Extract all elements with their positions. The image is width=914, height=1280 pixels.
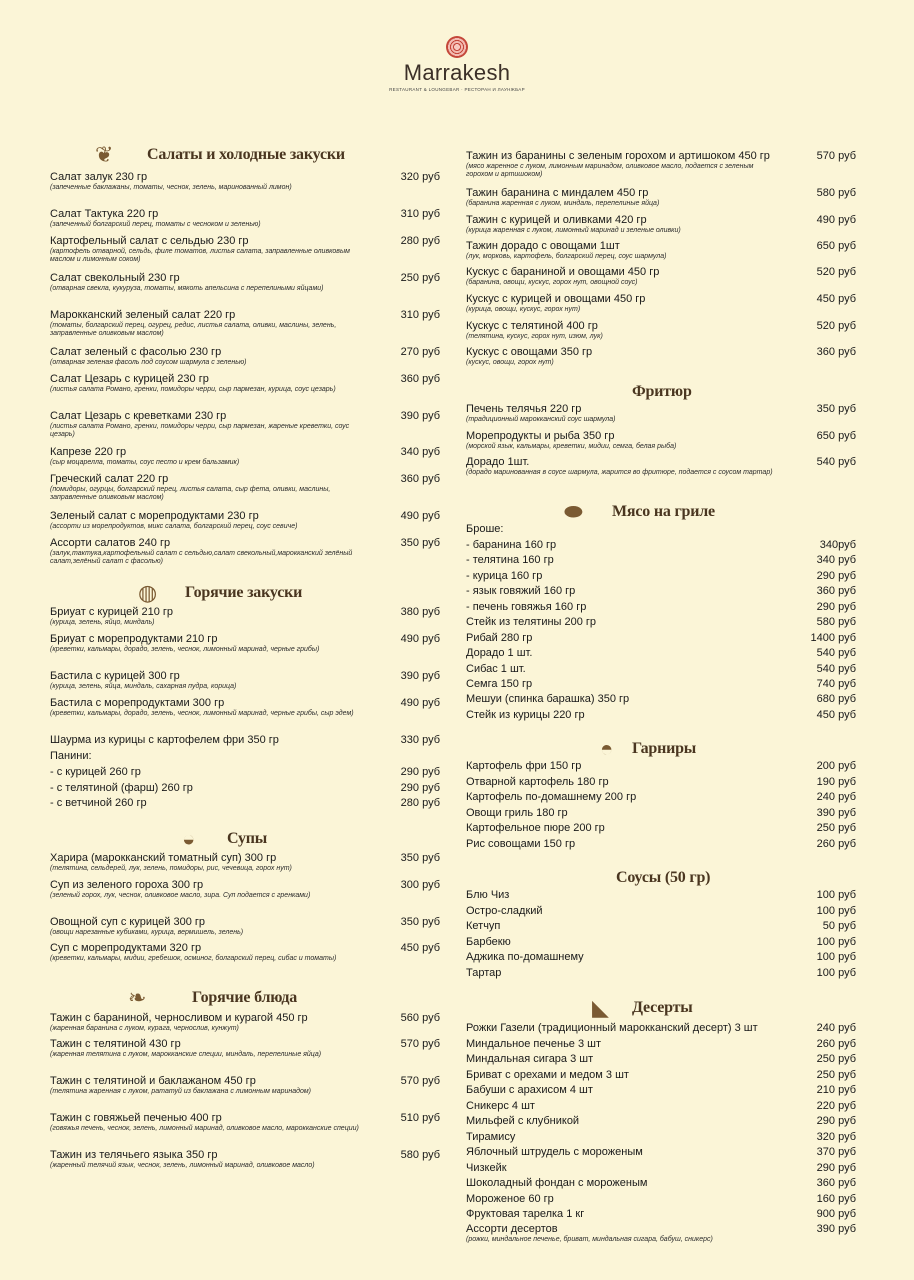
item-price: 240 руб — [816, 1022, 856, 1034]
menu-item — [50, 606, 440, 627]
item-name: Стейк из курицы 220 гр — [466, 709, 585, 721]
section-hot-snacks — [50, 578, 440, 608]
item-name: Бриват с орехами и медом 3 шт — [466, 1069, 629, 1081]
menu-item — [50, 670, 440, 691]
broche-label: Броше: — [466, 523, 504, 535]
menu-item — [466, 807, 856, 820]
section-title: Салаты и холодные закуски — [147, 146, 345, 163]
item-name: Шаурма из курицы с картофелем фри 350 гр — [50, 734, 279, 746]
section-salads — [50, 140, 440, 170]
item-name: Аджика по-домашнему — [466, 951, 584, 963]
item-name: Салат Цезарь с креветками 230 гр — [50, 410, 227, 422]
menu-item — [466, 1069, 856, 1082]
menu-item — [466, 889, 856, 902]
item-price: 570 руб — [400, 1038, 440, 1050]
item-description: (жаренная телятина с луком, марокканские специи, миндаль, перепелиные яйца) — [50, 1051, 322, 1058]
item-name: Бастила с морепродуктами 300 гр — [50, 697, 225, 709]
menu-item — [50, 473, 440, 503]
menu-item — [50, 697, 440, 718]
menu-item — [466, 1053, 856, 1066]
item-name: - курица 160 гр — [466, 570, 543, 582]
cloche-icon: ◓ — [600, 736, 614, 761]
menu-item — [50, 766, 440, 779]
item-price: 450 руб — [816, 709, 856, 721]
item-name: Шоколадный фондан с мороженым — [466, 1177, 648, 1189]
menu-item — [466, 214, 856, 235]
item-price: 650 руб — [816, 240, 856, 252]
item-description: (помидоры, огурцы, болгарский перец, листья салата, сыр фета, оливки, маслины, заправленные оливковым маслом) — [50, 486, 331, 502]
item-price: 100 руб — [816, 905, 856, 917]
item-price: 680 руб — [816, 693, 856, 705]
item-price: 280 руб — [400, 797, 440, 809]
item-name: Мешуи (спинка барашка) 350 гр — [466, 693, 630, 705]
item-description: (запеченные баклажаны, томаты, чеснок, зелень, маринованный лимон) — [50, 184, 292, 191]
item-name: Салат залук 230 гр — [50, 171, 148, 183]
item-price: 490 руб — [400, 697, 440, 709]
menu-item — [50, 410, 440, 440]
item-description: (курица жаренная с луком, лимонный маринад и зеленые оливки) — [466, 227, 681, 234]
item-name: Тажин дорадо с овощами 1шт — [466, 240, 620, 252]
item-price: 250 руб — [816, 822, 856, 834]
item-description: (ассорти из морепродуктов, микс салата, болгарский перец, соус севиче) — [50, 523, 298, 530]
menu-item — [466, 187, 856, 208]
menu-item — [466, 320, 856, 341]
menu-item — [466, 693, 856, 706]
item-price: 290 руб — [400, 766, 440, 778]
menu-item — [466, 838, 856, 851]
section-title: Горячие закуски — [185, 584, 303, 601]
item-name: Зеленый салат с морепродуктами 230 гр — [50, 510, 259, 522]
item-description: (сыр моцарелла, томаты, соус песто и крем бальзамик) — [50, 459, 240, 466]
item-description: (телятина жаренная с луком, рататуй из баклажана с лимонным маринадом) — [50, 1088, 312, 1095]
menu-item — [50, 1012, 440, 1033]
menu-item — [466, 403, 856, 424]
menu-item — [466, 150, 856, 180]
restaurant-subtitle: RESTAURANT & LOUNGEBAR · РЕСТОРАН И ЛАУНЖБАР — [389, 87, 525, 92]
item-price: 290 руб — [816, 1115, 856, 1127]
item-price: 50 руб — [822, 920, 856, 932]
item-name: Дорадо 1шт. — [466, 456, 530, 468]
item-name: Стейк из телятины 200 гр — [466, 616, 597, 628]
item-price: 350 руб — [400, 537, 440, 549]
item-name: Картофельное пюре 200 гр — [466, 822, 605, 834]
menu-item — [466, 663, 856, 676]
item-name: Тажин с курицей и оливками 420 гр — [466, 214, 647, 226]
item-price: 450 руб — [400, 942, 440, 954]
item-description: (жаренный телячий язык, чеснок, зелень, лимонный маринад, оливковое масло) — [50, 1162, 315, 1169]
item-name: Харира (марокканский томатный суп) 300 гр — [50, 852, 277, 864]
menu-item — [466, 1115, 856, 1128]
menu-item — [466, 240, 856, 261]
item-price: 290 руб — [816, 601, 856, 613]
item-name: Картофель по-домашнему 200 гр — [466, 791, 637, 803]
item-price: 490 руб — [400, 633, 440, 645]
item-name: - с телятиной (фарш) 260 гр — [50, 782, 193, 794]
item-price: 380 руб — [400, 606, 440, 618]
menu-item — [466, 905, 856, 918]
item-price: 520 руб — [816, 320, 856, 332]
section-title: Супы — [227, 830, 268, 847]
item-price: 100 руб — [816, 936, 856, 948]
panini-label: Панини: — [50, 750, 92, 762]
section-title: Фритюр — [632, 383, 692, 400]
menu-item — [50, 235, 440, 265]
item-name: Семга 150 гр — [466, 678, 533, 690]
menu-item — [466, 585, 856, 598]
item-name: Салат свекольный 230 гр — [50, 272, 180, 284]
item-description: (традиционный марокканский соус шармула) — [466, 416, 616, 423]
menu-item — [50, 309, 440, 339]
item-description: (кускус, овощи, горох нут) — [466, 359, 554, 366]
item-price: 210 руб — [816, 1084, 856, 1096]
menu-item — [50, 171, 440, 192]
item-price: 370 руб — [816, 1146, 856, 1158]
item-name: Тажин из телячьего языка 350 гр — [50, 1149, 218, 1161]
menu-item — [466, 1131, 856, 1144]
item-description: (зеленый горох, лук, чеснок, оливковое масло, зира. Суп подается с гренками) — [50, 892, 311, 899]
restaurant-name: Marrakesh — [403, 60, 511, 85]
item-name: Тажин с телятиной 430 гр — [50, 1038, 181, 1050]
item-price: 250 руб — [400, 272, 440, 284]
item-price: 360 руб — [816, 585, 856, 597]
herbs-icon: ❦ — [95, 142, 114, 167]
item-name: Овощной суп с курицей 300 гр — [50, 916, 206, 928]
item-price: 390 руб — [816, 807, 856, 819]
menu-item — [466, 1100, 856, 1113]
item-name: Рожки Газели (традиционный марокканский десерт) 3 шт — [466, 1022, 758, 1034]
item-price: 450 руб — [816, 293, 856, 305]
item-name: Тажин баранина с миндалем 450 гр — [466, 187, 649, 199]
menu-item — [466, 1084, 856, 1097]
section-title: Мясо на гриле — [612, 503, 715, 520]
item-name: Тирамису — [466, 1131, 516, 1143]
menu-item — [466, 951, 856, 964]
item-name: Миндальное печенье 3 шт — [466, 1038, 602, 1050]
menu-item — [466, 430, 856, 451]
menu-item — [466, 1146, 856, 1159]
item-price: 570 руб — [400, 1075, 440, 1087]
item-price: 100 руб — [816, 951, 856, 963]
menu-item — [50, 1112, 440, 1133]
item-price: 390 руб — [400, 670, 440, 682]
item-name: Сникерс 4 шт — [466, 1100, 535, 1112]
item-price: 490 руб — [816, 214, 856, 226]
item-price: 260 руб — [816, 838, 856, 850]
item-description: (листья салата Романо, гренки, помидоры черри, сыр пармезан, жареные креветки, соус цезарь) — [50, 423, 350, 439]
item-name: Картофельный салат с сельдью 230 гр — [50, 235, 249, 247]
item-price: 280 руб — [400, 235, 440, 247]
item-description: (креветки, кальмары, мидии, гребешок, осминог, болгарский перец, сибас и томаты) — [50, 955, 337, 962]
item-name: Кускус с телятиной 400 гр — [466, 320, 598, 332]
item-name: - с курицей 260 гр — [50, 766, 141, 778]
section-desserts — [466, 993, 856, 1023]
menu-item — [50, 510, 440, 531]
menu-item — [466, 346, 856, 367]
menu-item — [50, 633, 440, 654]
item-price: 340 руб — [400, 446, 440, 458]
item-price: 260 руб — [816, 1038, 856, 1050]
item-price: 580 руб — [816, 187, 856, 199]
item-description: (мясо жаренное с луком, лимонным маринадом, оливковое масло, подается с зеленым горохом и артишоком) — [466, 163, 754, 179]
item-price: 350 руб — [400, 852, 440, 864]
section-title: Соусы (50 гр) — [616, 869, 711, 886]
item-price: 560 руб — [400, 1012, 440, 1024]
menu-item — [50, 537, 440, 567]
menu-item — [466, 266, 856, 287]
item-name: Салат Тактука 220 гр — [50, 208, 159, 220]
item-name: Тажин с телятиной и баклажаном 450 гр — [50, 1075, 256, 1087]
menu-item — [50, 1149, 440, 1170]
menu-item — [50, 1038, 440, 1059]
item-price: 320 руб — [816, 1131, 856, 1143]
item-description: (запеченный болгарский перец, томаты с чесноком и зеленью) — [50, 221, 261, 228]
item-description: (телятина, сельдерей, лук, зелень, помидоры, рис, чечевица, горох нут) — [50, 865, 292, 872]
item-price: 390 руб — [816, 1223, 856, 1235]
menu-item — [466, 1193, 856, 1206]
item-description: (листья салата Романо, гренки, помидоры черри, сыр пармезан, курица, соус цезарь) — [50, 386, 336, 393]
item-price: 250 руб — [816, 1069, 856, 1081]
item-name: Яблочный штрудель с мороженым — [466, 1146, 643, 1158]
item-name: Мороженое 60 гр — [466, 1193, 554, 1205]
menu-item — [466, 1177, 856, 1190]
item-description: (баранина жаренная с луком, миндаль, перепелиные яйца) — [466, 200, 660, 207]
menu-item — [466, 570, 856, 583]
item-price: 220 руб — [816, 1100, 856, 1112]
item-name: Бастила с курицей 300 гр — [50, 670, 180, 682]
item-price: 580 руб — [816, 616, 856, 628]
item-description: (морской язык, кальмары, креветки, мидии, семга, белая рыба) — [466, 443, 677, 450]
menu-item — [466, 647, 856, 660]
item-name: Кетчуп — [466, 920, 501, 932]
item-name: Овощи гриль 180 гр — [466, 807, 568, 819]
menu-item — [50, 797, 440, 810]
item-price: 200 руб — [816, 760, 856, 772]
item-price: 580 руб — [400, 1149, 440, 1161]
menu-item — [466, 1208, 856, 1221]
menu-item — [50, 942, 440, 963]
menu-item — [466, 293, 856, 314]
item-price: 290 руб — [816, 570, 856, 582]
menu-item — [466, 539, 856, 552]
item-price: 250 руб — [816, 1053, 856, 1065]
item-name: Морепродукты и рыба 350 гр — [466, 430, 615, 442]
menu-item — [466, 822, 856, 835]
soup-bowl-icon: ◒ — [182, 826, 196, 851]
menu-item — [466, 920, 856, 933]
item-price: 390 руб — [400, 410, 440, 422]
item-name: Тажин из баранины с зеленым горохом и артишоком 450 гр — [466, 150, 770, 162]
item-description: (овощи нарезанные кубиками, курица, вермишель, зелень) — [50, 929, 244, 936]
item-name: Фруктовая тарелка 1 кг — [466, 1208, 585, 1220]
item-name: Суп с морепродуктами 320 гр — [50, 942, 202, 954]
rosette-logo-icon — [446, 36, 468, 58]
item-description: (курица, овощи, кускус, горох нут) — [466, 306, 581, 313]
item-name: Дорадо 1 шт. — [466, 647, 533, 659]
item-price: 510 руб — [400, 1112, 440, 1124]
item-name: Ассорти десертов — [466, 1223, 558, 1235]
item-price: 300 руб — [400, 879, 440, 891]
item-name: Блю Чиз — [466, 889, 510, 901]
section-title: Гарниры — [632, 740, 697, 757]
item-price: 290 руб — [400, 782, 440, 794]
item-name: Капрезе 220 гр — [50, 446, 127, 458]
item-name: Марокканский зеленый салат 220 гр — [50, 309, 236, 321]
pie-dish-icon: ◍ — [138, 580, 158, 605]
item-name: Чизкейк — [466, 1162, 507, 1174]
item-name: - печень говяжья 160 гр — [466, 601, 587, 613]
item-price: 490 руб — [400, 510, 440, 522]
menu-item — [466, 967, 856, 980]
item-price: 290 руб — [816, 1162, 856, 1174]
item-price: 1400 руб — [810, 632, 856, 644]
menu-item — [50, 852, 440, 873]
item-price: 360 руб — [400, 373, 440, 385]
menu-item — [50, 734, 440, 747]
item-price: 350 руб — [816, 403, 856, 415]
item-price: 650 руб — [816, 430, 856, 442]
menu-item — [50, 272, 440, 293]
item-description: (томаты, болгарский перец, огурец, редис, листья салата, оливки, маслины, зелень, заправленные оливковым маслом) — [50, 322, 337, 338]
item-name: Картофель фри 150 гр — [466, 760, 582, 772]
menu-item — [466, 1223, 856, 1244]
item-name: Тартар — [466, 967, 502, 979]
menu-item — [466, 678, 856, 691]
item-price: 270 руб — [400, 346, 440, 358]
item-name: - баранина 160 гр — [466, 539, 557, 551]
section-title: Горячие блюда — [192, 989, 298, 1006]
section-soups — [50, 824, 440, 854]
item-description: (телятина, кускус, горох нут, изюм, лук) — [466, 333, 603, 340]
item-price: 350 руб — [400, 916, 440, 928]
item-name: Греческий салат 220 гр — [50, 473, 169, 485]
item-price: 540 руб — [816, 663, 856, 675]
item-price: 330 руб — [400, 734, 440, 746]
item-name: Тажин с бараниной, черносливом и курагой 450 гр — [50, 1012, 308, 1024]
item-price: 740 руб — [816, 678, 856, 690]
item-description: (креветки, кальмары, дорадо, зелень, чеснок, лимонный маринад, черные грибы, сыр эдем) — [50, 710, 354, 717]
item-description: (говяжья печень, чеснок, зелень, лимонный маринад, оливковое масло, марокканские специи) — [50, 1125, 359, 1132]
menu-item — [466, 616, 856, 629]
item-price: 360 руб — [816, 1177, 856, 1189]
item-description: (лук, морковь, картофель, болгарский перец, соус шармула) — [466, 253, 667, 260]
item-name: Отварной картофель 180 гр — [466, 776, 609, 788]
menu-item — [466, 456, 856, 477]
item-price: 340 руб — [816, 554, 856, 566]
item-name: Рибай 280 гр — [466, 632, 533, 644]
item-name: Суп из зеленого гороха 300 гр — [50, 879, 204, 891]
menu-item — [466, 791, 856, 804]
item-price: 360 руб — [816, 346, 856, 358]
item-description: (дорадо маринованная в соусе шармула, жарится во фритюре, подается с соусом тартар) — [466, 469, 773, 476]
item-name: Кускус с бараниной и овощами 450 гр — [466, 266, 660, 278]
item-name: Кускус с курицей и овощами 450 гр — [466, 293, 646, 305]
item-name: Барбекю — [466, 936, 511, 948]
cake-slice-icon: ◣ — [592, 995, 609, 1020]
menu-item — [466, 760, 856, 773]
menu-item — [466, 936, 856, 949]
item-name: Кускус с овощами 350 гр — [466, 346, 593, 358]
item-name: Ассорти салатов 240 гр — [50, 537, 171, 549]
menu-item — [466, 1038, 856, 1051]
item-description: (отварная зеленая фасоль под соусом шармула с зеленью) — [50, 359, 247, 366]
restaurant-logo — [0, 36, 914, 92]
item-description: (рожки, миндальное печенье, бриват, миндальная сигара, бабуш, сникерс) — [466, 1236, 713, 1243]
menu-item — [466, 776, 856, 789]
item-price: 100 руб — [816, 889, 856, 901]
item-price: 190 руб — [816, 776, 856, 788]
item-name: Остро-сладкий — [466, 905, 543, 917]
item-name: - телятина 160 гр — [466, 554, 554, 566]
menu-item — [50, 782, 440, 795]
menu-item — [466, 554, 856, 567]
menu-item — [466, 632, 856, 645]
item-price: 540 руб — [816, 456, 856, 468]
item-description: (жаренная баранина с луком, курага, чернослив, кунжут) — [50, 1025, 239, 1032]
item-price: 900 руб — [816, 1208, 856, 1220]
item-name: - с ветчиной 260 гр — [50, 797, 147, 809]
item-name: Бриуат с морепродуктами 210 гр — [50, 633, 218, 645]
steak-icon: ⬬ — [564, 499, 583, 524]
item-name: Рис совощами 150 гр — [466, 838, 576, 850]
item-price: 100 руб — [816, 967, 856, 979]
item-price: 160 руб — [816, 1193, 856, 1205]
menu-item — [50, 346, 440, 367]
menu-item — [466, 709, 856, 722]
item-description: (отварная свекла, кукуруза, томаты, мякоть апельсина с перепелиными яйцами) — [50, 285, 324, 292]
item-name: Сибас 1 шт. — [466, 663, 526, 675]
item-price: 570 руб — [816, 150, 856, 162]
item-name: Бриуат с курицей 210 гр — [50, 606, 173, 618]
section-title: Десерты — [632, 999, 693, 1016]
menu-item — [50, 208, 440, 229]
item-description: (курица, зелень, яйца, миндаль, сахарная пудра, корица) — [50, 683, 237, 690]
item-price: 540 руб — [816, 647, 856, 659]
item-name: - язык говяжий 160 гр — [466, 585, 576, 597]
menu-item — [466, 601, 856, 614]
item-name: Салат Цезарь с курицей 230 гр — [50, 373, 209, 385]
item-description: (креветки, кальмары, дорадо, зелень, чеснок, лимонный маринад, черные грибы) — [50, 646, 320, 653]
item-price: 310 руб — [400, 208, 440, 220]
item-name: Мильфей с клубникой — [466, 1115, 580, 1127]
item-price: 320 руб — [400, 171, 440, 183]
menu-item — [50, 1075, 440, 1096]
item-price: 340руб — [819, 539, 856, 551]
item-name: Тажин с говяжьей печенью 400 гр — [50, 1112, 222, 1124]
menu-item — [50, 879, 440, 900]
menu-item — [466, 1022, 856, 1035]
pepper-icon: ❧ — [128, 985, 147, 1010]
item-description: (баранина, овощи, кускус, горох нут, овощной соус) — [466, 279, 638, 286]
item-description: (залук,тактука,картофельный салат с сельдью,салат свекольный,марокканский зелёный салат,зелёный салат с фасолью) — [50, 550, 353, 566]
item-price: 240 руб — [816, 791, 856, 803]
item-name: Миндальная сигара 3 шт — [466, 1053, 594, 1065]
menu-item — [466, 1162, 856, 1175]
item-description: (картофель отварной, сельдь, филе томатов, листья салата, заправленные оливковым маслом и лимонным соком) — [50, 248, 350, 264]
menu-item — [50, 373, 440, 394]
item-name: Печень телячья 220 гр — [466, 403, 582, 415]
item-price: 310 руб — [400, 309, 440, 321]
item-name: Салат зеленый с фасолью 230 гр — [50, 346, 222, 358]
item-price: 520 руб — [816, 266, 856, 278]
menu-item — [50, 916, 440, 937]
menu-item — [50, 446, 440, 467]
section-hot-dishes — [50, 983, 440, 1013]
item-name: Бабуши с арахисом 4 шт — [466, 1084, 593, 1096]
item-description: (курица, зелень, яйцо, миндаль) — [50, 619, 155, 626]
section-grill — [466, 497, 856, 527]
item-price: 360 руб — [400, 473, 440, 485]
